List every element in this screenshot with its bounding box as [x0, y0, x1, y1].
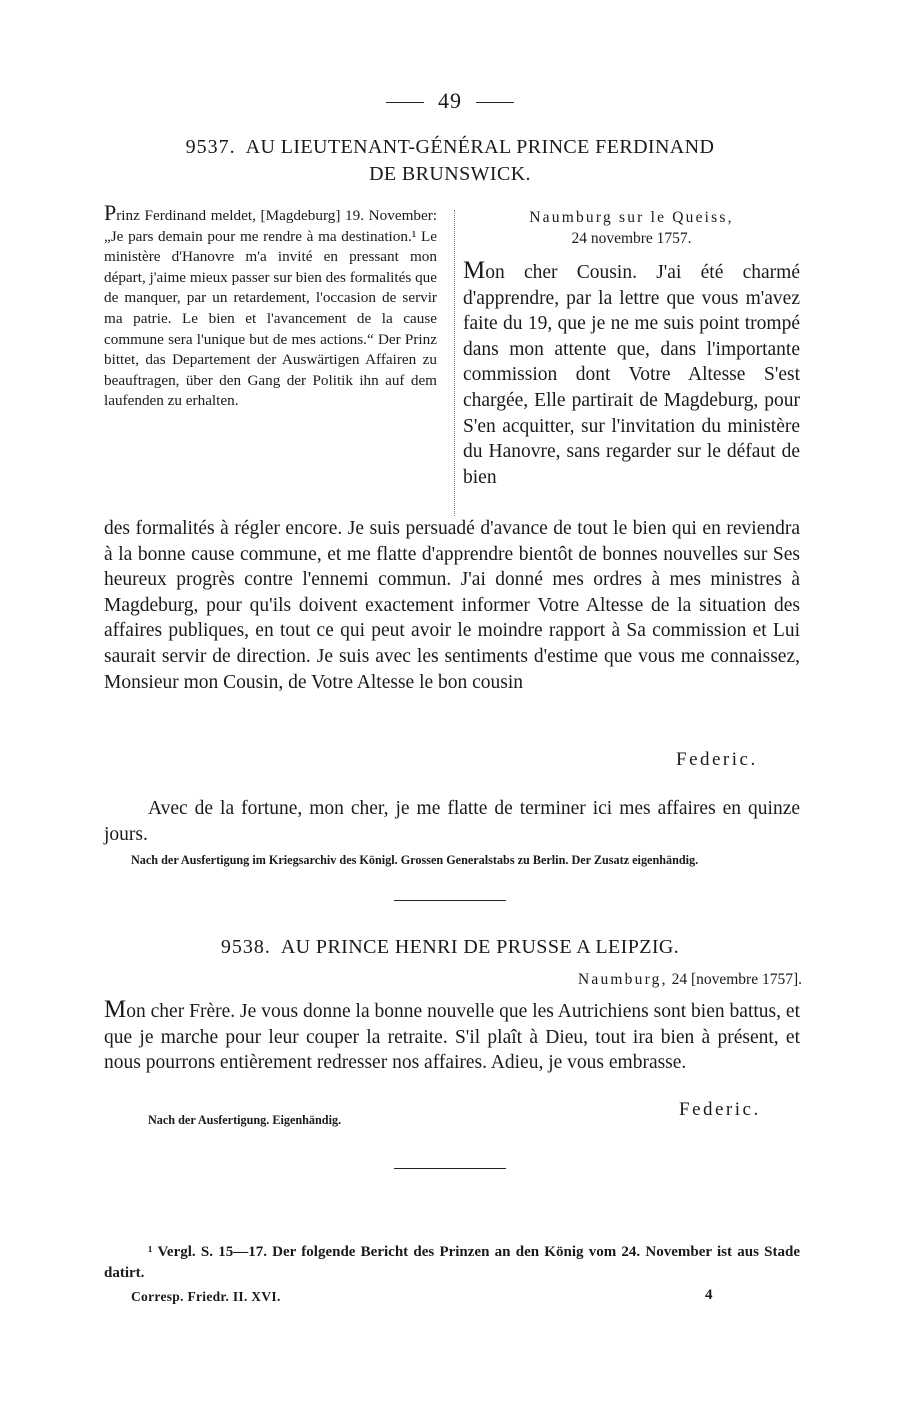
letter2-body-initial: M: [104, 996, 127, 1023]
letter1-postscript: Avec de la fortune, mon cher, je me flatte de terminer ici mes affaires en quinze jours.: [104, 798, 800, 845]
letter2-source-note: Nach der Ausfertigung. Eigenhändig.: [148, 1113, 342, 1127]
separator-rule-1: [394, 900, 506, 901]
page-number: [0, 88, 900, 114]
letter1-place: Naumburg sur le Queiss,: [529, 209, 734, 226]
letter1-summary-text: rinz Ferdinand meldet, [Magdeburg] 19. November: „Je pars demain pour me rendre à ma destination.¹ Le ministère d'Hanovre m'a invité en pressant mon départ, j'aime mieux passer sur bien des formalités que de manquer, par un retardement, l'occasion de servir ma patrie. Le bien et l'avancement de la cause commune sera l'unique but de mes actions.“ Der Prinz bittet, das Departement der Auswärtigen Affairen zu beauftragen, über den Gang der Politik ihn auf dem laufenden zu erhalten.: [104, 207, 437, 410]
letter1-number: 9537.: [185, 136, 236, 158]
letter1-body-right: [463, 258, 800, 490]
footnote: ¹ Vergl. S. 15—17. Der folgende Bericht des Prinzen an den König vom 24. November ist aus Stade datirt.: [104, 1244, 800, 1281]
column-divider: [454, 210, 455, 516]
letter2-dateline: [578, 971, 802, 989]
separator-rule-2: [394, 1168, 506, 1169]
page-number-text: 49: [438, 88, 462, 113]
letter2-heading-text: AU PRINCE HENRI DE PRUSSE A LEIPZIG.: [280, 936, 680, 958]
letter2-number: 9538.: [220, 936, 271, 958]
letter1-heading: [0, 134, 900, 188]
letter1-summary: [104, 200, 437, 412]
letter1-dateline: [463, 207, 800, 249]
page-number-dash-left: [386, 102, 424, 103]
letter2-body: [104, 997, 800, 1076]
letter1-date: 24 novembre 1757.: [571, 230, 692, 247]
letter2-body-text: on cher Frère. Je vous donne la bonne nouvelle que les Autrichiens sont bien battus, et que je marche pour leur couper la retraite. S'il plaît à Dieu, tout ira bien à présent, et nous pourrons entièrement redresser nos affaires. Adieu, je vous embrasse.: [104, 1001, 800, 1074]
footer-signature-mark: 4: [705, 1287, 713, 1303]
letter1-heading-line2: DE BRUNSWICK.: [369, 163, 531, 185]
letter2-signature: Federic.: [679, 1099, 761, 1120]
letter1-body-initial: M: [463, 257, 486, 284]
letter1-heading-line1: AU LIEUTENANT-GÉNÉRAL PRINCE FERDINAND: [245, 136, 715, 158]
letter1-source-note: Nach der Ausfertigung im Kriegsarchiv des Königl. Grossen Generalstabs zu Berlin. Der Zusatz eigenhändig.: [131, 853, 699, 867]
letter2-date: 24 [novembre 1757].: [671, 971, 802, 988]
letter2-heading: [0, 934, 900, 961]
letter1-signature: Federic.: [676, 749, 758, 770]
letter1-body-right-text: on cher Cousin. J'ai été charmé d'apprendre, par la lettre que vous m'avez faite du 19, que je ne me suis point trompé dans mon attente que, dans l'importante commission dont Votre Altesse S'est chargée, Elle partirait de Magdeburg, pour S'en acquitter, sur l'invitation du ministère du Hanovre, sans regarder sur le défaut de bien: [463, 262, 800, 488]
letter1-summary-initial: P: [104, 200, 117, 225]
footer-series-title: Corresp. Friedr. II. XVI.: [131, 1289, 281, 1304]
page-number-dash-right: [476, 102, 514, 103]
letter1-body-full: des formalités à régler encore. Je suis persuadé d'avance de tout le bien qui en reviendra à la bonne cause commune, et me flatte d'apprendre bientôt de bonnes nouvelles sur Ses heureux progrès contre l'ennemi commun. J'ai donné mes ordres à mes ministres à Magdeburg, pour qu'ils doivent exactement informer Votre Altesse de la situation des affaires publiques, en tout ce qui peut avoir le moindre rapport à Sa commission et Lui saurait servir de direction. Je suis avec les sentiments d'estime que vous me connaissez, Monsieur mon Cousin, de Votre Altesse le bon cousin: [104, 518, 800, 693]
letter2-place: Naumburg,: [578, 971, 668, 988]
